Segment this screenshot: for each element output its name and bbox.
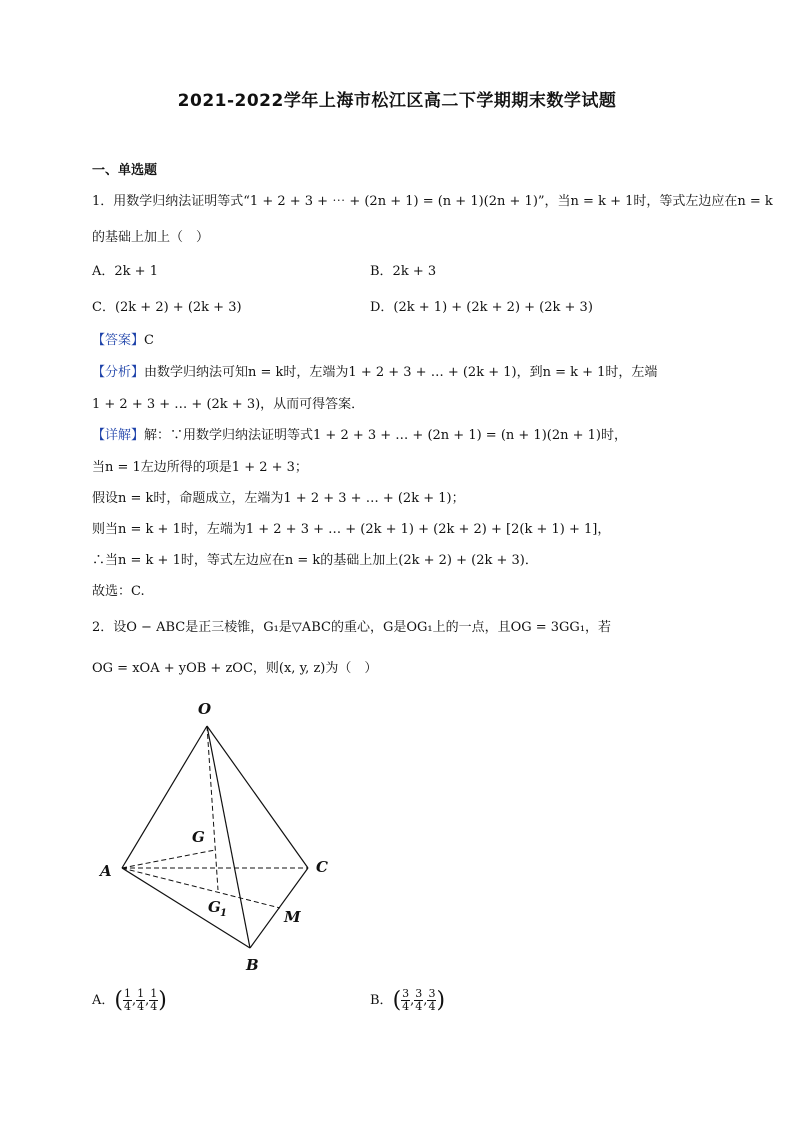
q1-stem-line2: 的基础上加上（ ） — [92, 230, 210, 245]
fraction: $\frac{1}{4}$ — [123, 987, 131, 1013]
q1-detail-line1 — [92, 427, 627, 445]
analysis-tag: 【分析】 — [92, 365, 145, 380]
label-C: C — [316, 858, 328, 876]
segment-AG — [122, 850, 215, 868]
label-O: O — [198, 700, 212, 718]
fraction: $\frac{3}{4}$ — [402, 987, 410, 1013]
q1-option-b: B．2k + 3 — [370, 264, 437, 279]
label-A: A — [100, 862, 112, 880]
fraction: $\frac{3}{4}$ — [428, 987, 436, 1013]
fraction: $\frac{1}{4}$ — [150, 987, 158, 1013]
q2-option-b: B．( $\frac{3}{4}$ , $\frac{3}{4}$ , $\frac{3}{4}$ ) — [370, 987, 446, 1013]
page-title: 2021-2022学年上海市松江区高二下学期期末数学试题 — [177, 91, 617, 111]
label-B: B — [246, 956, 259, 974]
edge-AB — [122, 868, 250, 948]
q1-analysis-line2: 1 + 2 + 3 + … + (2k + 3)，从而可得答案． — [92, 397, 365, 412]
q1-answer — [92, 332, 154, 350]
detail-tag: 【详解】 — [92, 428, 145, 443]
q1-detail-line4: 则当n = k + 1时，左端为1 + 2 + 3 + … + (2k + 1) + (2k + 2) + [2(k + 1) + 1]， — [92, 522, 611, 537]
detail-text-1: 解：∵用数学归纳法证明等式1 + 2 + 3 + … + (2n + 1) = (n + 1)(2n + 1)时， — [144, 428, 627, 443]
q2-option-b-label: B． — [370, 993, 393, 1008]
section-heading: 一、单选题 — [92, 163, 158, 178]
q1-detail-line6: 故选：C. — [92, 584, 145, 599]
q2-option-a: A．( $\frac{1}{4}$ , $\frac{1}{4}$ , $\frac{1}{4}$ ) — [92, 987, 167, 1013]
edge-OC — [207, 726, 308, 868]
median-AM — [122, 868, 280, 908]
label-G: G — [192, 828, 205, 846]
answer-value: C — [144, 333, 154, 348]
q1-detail-line5: ∴当n = k + 1时，等式左边应在n = k的基础上加上(2k + 2) + (2k + 3)． — [92, 553, 538, 568]
analysis-text-1: 由数学归纳法可知n = k时，左端为1 + 2 + 3 + … + (2k + 1)，到n = k + 1时，左端 — [144, 365, 658, 380]
fraction: $\frac{1}{4}$ — [137, 987, 145, 1013]
q1-analysis-line1 — [92, 364, 657, 382]
fraction: $\frac{3}{4}$ — [415, 987, 423, 1013]
q1-detail-line3: 假设n = k时，命题成立，左端为1 + 2 + 3 + … + (2k + 1)； — [92, 491, 465, 506]
label-G1-subscript: 1 — [220, 908, 227, 919]
q1-option-d: D．(2k + 1) + (2k + 2) + (2k + 3) — [370, 300, 593, 315]
q1-option-a: A．2k + 1 — [92, 264, 158, 279]
q1-stem-line1: 1．用数学归纳法证明等式“1 + 2 + 3 + ⋯ + (2n + 1) = (n + 1)(2n + 1)”，当n = k + 1时，等式左边应在n = k — [92, 194, 773, 209]
label-M: M — [284, 908, 301, 926]
q2-stem-line1: 2．设O − ABC是正三棱锥，G₁是▽ABC的重心，G是OG₁上的一点，且OG = 3GG₁，若 — [92, 620, 612, 635]
q1-option-c: C．(2k + 2) + (2k + 3) — [92, 300, 242, 315]
q2-option-a-label: A． — [92, 993, 115, 1008]
q2-stem-line2: OG = xOA + yOB + zOC，则(x, y, z)为（ ） — [92, 661, 378, 676]
tetrahedron-figure — [90, 690, 350, 980]
edge-OA — [122, 726, 207, 868]
q1-detail-line2: 当n = 1左边所得的项是1 + 2 + 3； — [92, 460, 308, 475]
answer-tag: 【答案】 — [92, 333, 145, 348]
segment-OG1 — [207, 726, 218, 890]
label-G1: G — [208, 898, 221, 916]
